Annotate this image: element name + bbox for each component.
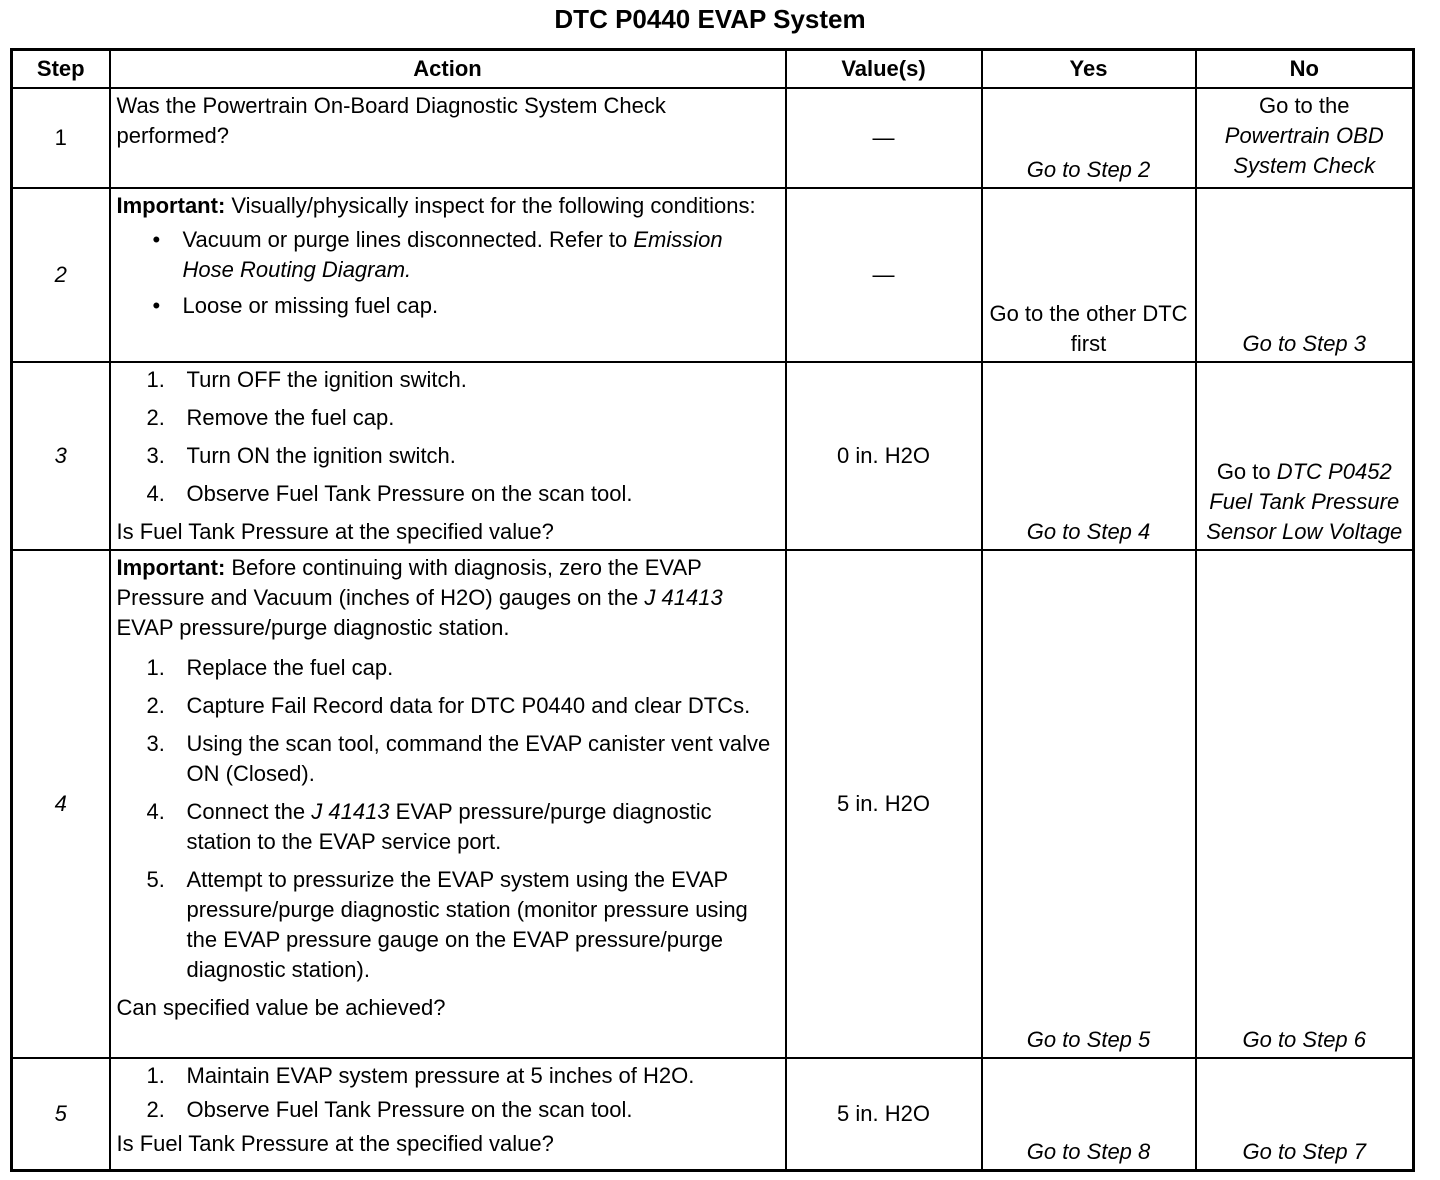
no-text: Go to bbox=[1216, 459, 1277, 484]
item-text: Using the scan tool, command the EVAP canister vent valve ON (Closed). bbox=[186, 731, 771, 786]
table-row-step-3 bbox=[12, 362, 1414, 550]
yes-cell: Go to Step 4 bbox=[982, 362, 1196, 550]
procedure-list bbox=[117, 653, 779, 985]
important-note bbox=[117, 191, 779, 221]
action-cell bbox=[110, 188, 786, 362]
list-item bbox=[117, 797, 779, 857]
header-no: No bbox=[1196, 50, 1414, 89]
step-number: 2 bbox=[12, 188, 110, 362]
table-row-step-4 bbox=[12, 550, 1414, 1058]
table-row-step-2 bbox=[12, 188, 1414, 362]
item-number: 2. bbox=[146, 405, 165, 430]
action-question: Is Fuel Tank Pressure at the specified value? bbox=[116, 519, 554, 544]
diagnostic-table bbox=[10, 48, 1415, 1172]
step-number: 3 bbox=[12, 362, 110, 550]
list-item bbox=[117, 865, 779, 985]
no-cell bbox=[1196, 88, 1414, 188]
item-text: Observe Fuel Tank Pressure on the scan tool. bbox=[186, 481, 633, 506]
important-text: EVAP pressure/purge diagnostic station. bbox=[116, 615, 510, 640]
important-text: Visually/physically inspect for the following conditions: bbox=[225, 193, 756, 218]
bullet-reference: Emission Hose Routing Diagram. bbox=[182, 227, 723, 282]
header-action: Action bbox=[110, 50, 786, 89]
list-item bbox=[117, 479, 779, 509]
list-item bbox=[117, 691, 779, 721]
no-cell bbox=[1196, 362, 1414, 550]
important-label: Important: bbox=[116, 193, 226, 218]
list-item bbox=[117, 291, 779, 321]
action-cell bbox=[110, 550, 786, 1058]
item-number: 1. bbox=[146, 1063, 165, 1088]
bullet-text: Loose or missing fuel cap. bbox=[182, 293, 439, 318]
item-number: 4. bbox=[146, 799, 165, 824]
table-row-step-1 bbox=[12, 88, 1414, 188]
list-item bbox=[117, 225, 779, 285]
no-cell: Go to Step 7 bbox=[1196, 1058, 1414, 1170]
value-cell: — bbox=[786, 88, 982, 188]
item-number: 3. bbox=[146, 731, 165, 756]
step-number: 5 bbox=[12, 1058, 110, 1170]
action-question: Can specified value be achieved? bbox=[116, 995, 446, 1020]
no-reference: Powertrain OBD System Check bbox=[1224, 123, 1384, 178]
item-number: 2. bbox=[146, 1097, 165, 1122]
item-text: Connect the bbox=[186, 799, 312, 824]
important-note bbox=[117, 553, 779, 643]
item-text: Maintain EVAP system pressure at 5 inches of H2O. bbox=[186, 1063, 695, 1088]
list-item bbox=[117, 1095, 779, 1125]
item-number: 4. bbox=[146, 481, 165, 506]
value-cell: 0 in. H2O bbox=[786, 362, 982, 550]
action-cell bbox=[110, 362, 786, 550]
page-title: DTC P0440 EVAP System bbox=[554, 4, 866, 34]
item-text: Replace the fuel cap. bbox=[186, 655, 394, 680]
item-number: 1. bbox=[146, 367, 165, 392]
important-text: Before continuing with diagnosis, zero the EVAP Pressure and Vacuum (inches of H2O) gauges on the bbox=[116, 555, 702, 610]
list-item bbox=[117, 441, 779, 471]
item-number: 3. bbox=[146, 443, 165, 468]
procedure-list bbox=[117, 365, 779, 509]
step-number: 1 bbox=[12, 88, 110, 188]
action-question: Is Fuel Tank Pressure at the specified value? bbox=[116, 1131, 554, 1156]
value-cell: — bbox=[786, 188, 982, 362]
item-text: Turn OFF the ignition switch. bbox=[186, 367, 467, 392]
condition-list bbox=[117, 225, 779, 321]
list-item bbox=[117, 403, 779, 433]
list-item bbox=[117, 365, 779, 395]
tool-reference: J 41413 bbox=[644, 585, 723, 610]
header-yes: Yes bbox=[982, 50, 1196, 89]
header-values: Value(s) bbox=[786, 50, 982, 89]
no-cell: Go to Step 6 bbox=[1196, 550, 1414, 1058]
yes-cell: Go to the other DTC first bbox=[982, 188, 1196, 362]
tool-reference: J 41413 bbox=[311, 799, 390, 824]
item-text: EVAP pressure/purge diagnostic station to the EVAP service port. bbox=[186, 799, 712, 854]
yes-cell: Go to Step 2 bbox=[982, 88, 1196, 188]
important-label: Important: bbox=[116, 555, 226, 580]
no-text: Go to the bbox=[1258, 93, 1350, 118]
no-reference: DTC P0452 Fuel Tank Pressure Sensor Low Voltage bbox=[1206, 459, 1403, 544]
list-item bbox=[117, 729, 779, 789]
yes-cell: Go to Step 8 bbox=[982, 1058, 1196, 1170]
list-item bbox=[117, 1061, 779, 1091]
action-cell bbox=[110, 88, 786, 188]
list-item bbox=[117, 653, 779, 683]
bullet-text: Vacuum or purge lines disconnected. Refer to bbox=[182, 227, 634, 252]
table-row-step-5 bbox=[12, 1058, 1414, 1170]
header-step: Step bbox=[12, 50, 110, 89]
no-cell: Go to Step 3 bbox=[1196, 188, 1414, 362]
item-text: Attempt to pressurize the EVAP system using the EVAP pressure/purge diagnostic station (monitor pressure using the EVAP pressure gauge on the EVAP pressure/purge diagnostic station). bbox=[186, 867, 748, 982]
value-cell: 5 in. H2O bbox=[786, 550, 982, 1058]
item-text: Remove the fuel cap. bbox=[186, 405, 395, 430]
item-number: 2. bbox=[146, 693, 165, 718]
item-text: Capture Fail Record data for DTC P0440 and clear DTCs. bbox=[186, 693, 751, 718]
item-number: 5. bbox=[146, 867, 165, 892]
table-header-row bbox=[12, 50, 1414, 89]
yes-cell: Go to Step 5 bbox=[982, 550, 1196, 1058]
value-cell: 5 in. H2O bbox=[786, 1058, 982, 1170]
procedure-list bbox=[117, 1061, 779, 1125]
action-question: Was the Powertrain On-Board Diagnostic System Check performed? bbox=[116, 93, 666, 148]
item-text: Observe Fuel Tank Pressure on the scan tool. bbox=[186, 1097, 633, 1122]
item-text: Turn ON the ignition switch. bbox=[186, 443, 456, 468]
item-number: 1. bbox=[146, 655, 165, 680]
action-cell bbox=[110, 1058, 786, 1170]
step-number: 4 bbox=[12, 550, 110, 1058]
